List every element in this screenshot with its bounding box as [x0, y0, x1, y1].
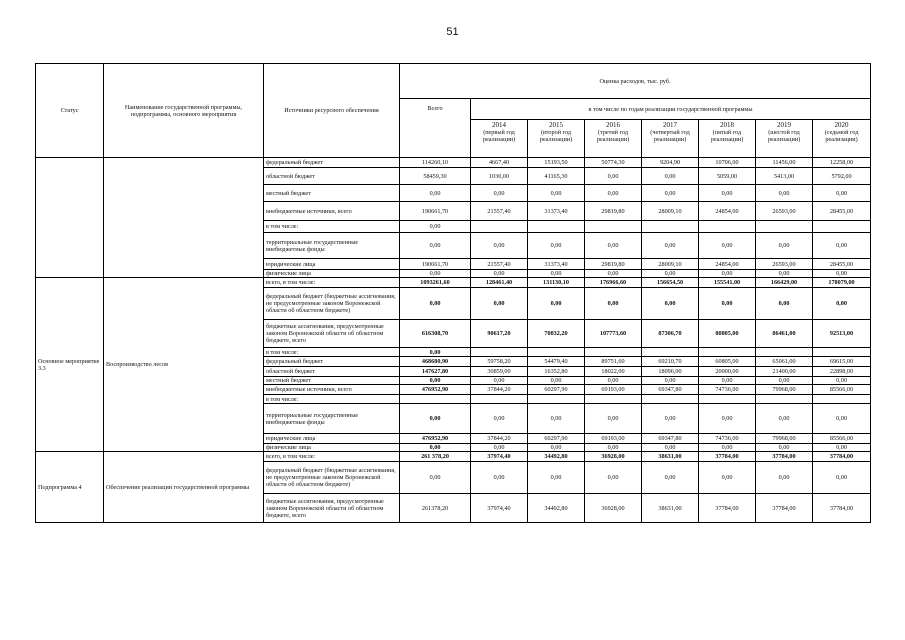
source-cell: территориальные государственные внебюджетные фонды — [264, 233, 400, 259]
year-value-cell: 69210,70 — [642, 357, 699, 367]
year-value-cell: 0,00 — [756, 462, 813, 494]
year-value-cell: 0,00 — [471, 377, 528, 385]
header-year-label: (четвертый год реализации) — [650, 129, 690, 143]
year-value-cell: 107773,60 — [585, 320, 642, 348]
year-value-cell: 16352,80 — [528, 367, 585, 377]
header-name: Наименование государственной программы, подпрограммы, основного мероприятия — [104, 64, 264, 158]
source-cell: федеральный бюджет (бюджетные ассигнования, не предусмотренные законом Воронежской области об областном бюджете) — [264, 462, 400, 494]
header-year-label: (третий год реализации) — [596, 129, 630, 143]
year-value-cell: 0,00 — [642, 404, 699, 434]
year-value-cell: 156654,50 — [642, 278, 699, 288]
year-value-cell: 0,00 — [528, 288, 585, 320]
year-value-cell: 28455,00 — [813, 259, 871, 270]
year-value-cell: 69193,00 — [585, 385, 642, 395]
year-value-cell: 0,00 — [756, 270, 813, 278]
row-status: Подпрограмма 4 — [36, 452, 104, 523]
year-value-cell — [756, 221, 813, 233]
source-cell: физические лица — [264, 444, 400, 452]
source-cell: всего, в том числе: — [264, 278, 400, 288]
total-cell: 0,00 — [400, 462, 471, 494]
year-value-cell: 54479,40 — [528, 357, 585, 367]
year-value-cell: 0,00 — [471, 462, 528, 494]
year-value-cell: 0,00 — [699, 270, 756, 278]
year-value-cell: 36928,00 — [585, 452, 642, 462]
year-value-cell — [471, 395, 528, 404]
year-value-cell: 0,00 — [642, 444, 699, 452]
year-value-cell: 0,00 — [585, 377, 642, 385]
year-value-cell: 28009,10 — [642, 202, 699, 221]
year-value-cell: 21400,00 — [756, 367, 813, 377]
header-by-years: в том числе по годам реализации государственной программы — [471, 99, 871, 120]
year-value-cell: 65061,00 — [756, 357, 813, 367]
year-value-cell: 87306,70 — [642, 320, 699, 348]
year-value-cell: 18022,00 — [585, 367, 642, 377]
year-value-cell: 0,00 — [813, 377, 871, 385]
row-status — [36, 158, 104, 278]
year-value-cell: 0,00 — [585, 288, 642, 320]
total-cell: 261378,20 — [400, 494, 471, 523]
year-value-cell: 20000,00 — [699, 367, 756, 377]
year-value-cell: 92513,00 — [813, 320, 871, 348]
header-year-2017 — [642, 120, 699, 158]
header-year-number: 2016 — [606, 121, 620, 129]
header-year-2018 — [699, 120, 756, 158]
source-cell: бюджетные ассигнования, предусмотренные законом Воронежской области об областном бюджете, всего — [264, 320, 400, 348]
header-total: Всего — [400, 99, 471, 158]
year-value-cell: 60297,90 — [528, 385, 585, 395]
year-value-cell: 37844,20 — [471, 385, 528, 395]
year-value-cell: 31373,40 — [528, 259, 585, 270]
total-cell: 0,00 — [400, 221, 471, 233]
year-value-cell: 36928,00 — [585, 494, 642, 523]
year-value-cell — [528, 221, 585, 233]
header-year-2019 — [756, 120, 813, 158]
year-value-cell — [699, 395, 756, 404]
year-value-cell: 34492,80 — [528, 452, 585, 462]
year-value-cell: 0,00 — [471, 444, 528, 452]
year-value-cell: 0,00 — [699, 288, 756, 320]
row-name: Воспроизводство лесов — [104, 278, 264, 452]
year-value-cell: 50774,30 — [585, 158, 642, 168]
budget-table — [35, 63, 871, 523]
year-value-cell: 37784,00 — [756, 494, 813, 523]
year-value-cell: 29819,80 — [585, 202, 642, 221]
source-cell: федеральный бюджет — [264, 158, 400, 168]
year-value-cell: 26593,00 — [756, 202, 813, 221]
header-year-label: (шестой год реализации) — [767, 129, 801, 143]
year-value-cell: 34492,80 — [528, 494, 585, 523]
year-value-cell: 155541,00 — [699, 278, 756, 288]
year-value-cell: 22898,00 — [813, 367, 871, 377]
year-value-cell: 0,00 — [699, 444, 756, 452]
year-value-cell: 0,00 — [813, 185, 871, 202]
year-value-cell — [813, 348, 871, 357]
year-value-cell: 0,00 — [471, 270, 528, 278]
year-value-cell: 90617,20 — [471, 320, 528, 348]
source-cell: федеральный бюджет — [264, 357, 400, 367]
year-value-cell: 0,00 — [471, 185, 528, 202]
year-value-cell: 5792,00 — [813, 168, 871, 185]
year-value-cell: 89751,60 — [585, 357, 642, 367]
year-value-cell: 37784,00 — [699, 494, 756, 523]
header-year-label: (пятый год реализации) — [710, 129, 744, 143]
table-row — [36, 158, 871, 168]
year-value-cell: 0,00 — [528, 444, 585, 452]
header-status: Статус — [36, 64, 104, 158]
year-value-cell: 0,00 — [756, 288, 813, 320]
total-cell: 114260,10 — [400, 158, 471, 168]
source-cell: всего, в том числе: — [264, 452, 400, 462]
year-value-cell: 37784,00 — [813, 494, 871, 523]
year-value-cell: 69193,00 — [585, 434, 642, 444]
year-value-cell: 0,00 — [528, 462, 585, 494]
table-row — [36, 452, 871, 462]
header-year-2014 — [471, 120, 528, 158]
year-value-cell: 69347,80 — [642, 385, 699, 395]
source-cell: областной бюджет — [264, 367, 400, 377]
total-cell: 476952,90 — [400, 434, 471, 444]
year-value-cell: 41165,30 — [528, 168, 585, 185]
year-value-cell: 37974,40 — [471, 452, 528, 462]
year-value-cell: 0,00 — [813, 462, 871, 494]
row-status: Основное мероприятие 3.3 — [36, 278, 104, 452]
year-value-cell: 85566,00 — [813, 385, 871, 395]
year-value-cell: 0,00 — [471, 404, 528, 434]
total-cell: 0,00 — [400, 185, 471, 202]
header-year-2015 — [528, 120, 585, 158]
year-value-cell: 26593,00 — [756, 259, 813, 270]
source-cell: юридические лица — [264, 434, 400, 444]
year-value-cell: 24854,00 — [699, 259, 756, 270]
table-row — [36, 278, 871, 288]
year-value-cell — [756, 348, 813, 357]
year-value-cell — [642, 221, 699, 233]
year-value-cell: 37784,00 — [699, 452, 756, 462]
year-value-cell — [642, 348, 699, 357]
year-value-cell — [699, 348, 756, 357]
header-year-label: (первый год реализации) — [482, 129, 516, 143]
year-value-cell: 74736,00 — [699, 434, 756, 444]
year-value-cell: 5413,00 — [756, 168, 813, 185]
year-value-cell: 0,00 — [642, 377, 699, 385]
year-value-cell: 0,00 — [528, 270, 585, 278]
year-value-cell: 28455,00 — [813, 202, 871, 221]
total-cell: 476952,90 — [400, 385, 471, 395]
year-value-cell: 0,00 — [642, 270, 699, 278]
year-value-cell: 166429,00 — [756, 278, 813, 288]
year-value-cell: 178079,00 — [813, 278, 871, 288]
source-cell: в том числе: — [264, 395, 400, 404]
year-value-cell: 85566,00 — [813, 434, 871, 444]
year-value-cell: 21557,40 — [471, 259, 528, 270]
year-value-cell: 38631,00 — [642, 452, 699, 462]
year-value-cell: 69615,00 — [813, 357, 871, 367]
source-cell: бюджетные ассигнования, предусмотренные законом Воронежской области об областном бюджете, всего — [264, 494, 400, 523]
year-value-cell — [585, 348, 642, 357]
year-value-cell: 79968,00 — [756, 434, 813, 444]
header-year-number: 2014 — [492, 121, 506, 129]
total-cell: 0,00 — [400, 233, 471, 259]
source-cell: внебюджетные источники, всего — [264, 202, 400, 221]
total-cell: 616308,70 — [400, 320, 471, 348]
year-value-cell: 0,00 — [528, 185, 585, 202]
year-value-cell: 0,00 — [813, 288, 871, 320]
source-cell: местный бюджет — [264, 185, 400, 202]
year-value-cell — [585, 395, 642, 404]
year-value-cell: 128461,40 — [471, 278, 528, 288]
year-value-cell: 24854,00 — [699, 202, 756, 221]
year-value-cell: 0,00 — [756, 444, 813, 452]
year-value-cell: 0,00 — [471, 233, 528, 259]
total-cell: 1093261,60 — [400, 278, 471, 288]
year-value-cell: 9204,90 — [642, 158, 699, 168]
total-cell: 0,00 — [400, 270, 471, 278]
total-cell: 0,00 — [400, 348, 471, 357]
year-value-cell: 37974,40 — [471, 494, 528, 523]
year-value-cell — [699, 221, 756, 233]
year-value-cell: 0,00 — [585, 168, 642, 185]
source-cell: в том числе: — [264, 348, 400, 357]
page-number: 51 — [446, 26, 459, 38]
year-value-cell: 28009,10 — [642, 259, 699, 270]
header-year-label: (седьмой год реализации) — [824, 129, 859, 143]
year-value-cell: 131130,10 — [528, 278, 585, 288]
year-value-cell: 30859,00 — [471, 367, 528, 377]
year-value-cell: 59758,20 — [471, 357, 528, 367]
header-year-number: 2017 — [663, 121, 677, 129]
header-year-number: 2015 — [549, 121, 563, 129]
year-value-cell: 0,00 — [585, 444, 642, 452]
year-value-cell: 0,00 — [813, 444, 871, 452]
year-value-cell: 31373,40 — [528, 202, 585, 221]
year-value-cell: 11456,00 — [756, 158, 813, 168]
year-value-cell: 0,00 — [813, 270, 871, 278]
year-value-cell: 5059,00 — [699, 168, 756, 185]
year-value-cell: 0,00 — [756, 377, 813, 385]
source-cell: областной бюджет — [264, 168, 400, 185]
year-value-cell: 0,00 — [642, 185, 699, 202]
year-value-cell: 0,00 — [699, 185, 756, 202]
year-value-cell — [756, 395, 813, 404]
year-value-cell: 60297,90 — [528, 434, 585, 444]
year-value-cell: 15193,50 — [528, 158, 585, 168]
year-value-cell: 0,00 — [699, 233, 756, 259]
year-value-cell: 38631,00 — [642, 494, 699, 523]
year-value-cell: 0,00 — [585, 404, 642, 434]
total-cell: 261 378,20 — [400, 452, 471, 462]
year-value-cell: 0,00 — [528, 233, 585, 259]
source-cell: федеральный бюджет (бюджетные ассигнования, не предусмотренные законом Воронежской области об областном бюджете) — [264, 288, 400, 320]
year-value-cell: 80805,00 — [699, 320, 756, 348]
year-value-cell: 37844,20 — [471, 434, 528, 444]
year-value-cell: 86461,00 — [756, 320, 813, 348]
header-year-number: 2019 — [777, 121, 791, 129]
year-value-cell: 37784,00 — [813, 452, 871, 462]
year-value-cell: 37784,00 — [756, 452, 813, 462]
year-value-cell — [585, 221, 642, 233]
total-cell: 0,00 — [400, 404, 471, 434]
year-value-cell: 0,00 — [642, 233, 699, 259]
year-value-cell: 0,00 — [528, 377, 585, 385]
year-value-cell: 12258,00 — [813, 158, 871, 168]
year-value-cell: 0,00 — [699, 404, 756, 434]
source-cell: юридические лица — [264, 259, 400, 270]
year-value-cell: 0,00 — [585, 462, 642, 494]
year-value-cell: 10706,00 — [699, 158, 756, 168]
year-value-cell — [471, 348, 528, 357]
source-cell: местный бюджет — [264, 377, 400, 385]
total-cell: 0,00 — [400, 444, 471, 452]
year-value-cell: 60805,00 — [699, 357, 756, 367]
year-value-cell: 176966,60 — [585, 278, 642, 288]
source-cell: территориальные государственные внебюджетные фонды — [264, 404, 400, 434]
year-value-cell — [528, 348, 585, 357]
total-cell: 58459,30 — [400, 168, 471, 185]
source-cell: в том числе: — [264, 221, 400, 233]
row-name — [104, 158, 264, 278]
year-value-cell: 29819,80 — [585, 259, 642, 270]
year-value-cell — [813, 221, 871, 233]
year-value-cell: 0,00 — [756, 185, 813, 202]
year-value-cell: 0,00 — [756, 233, 813, 259]
header-year-number: 2018 — [720, 121, 734, 129]
header-year-number: 2020 — [834, 121, 849, 129]
year-value-cell: 18096,00 — [642, 367, 699, 377]
year-value-cell: 0,00 — [528, 404, 585, 434]
total-cell — [400, 395, 471, 404]
year-value-cell — [528, 395, 585, 404]
total-cell: 190661,70 — [400, 202, 471, 221]
year-value-cell: 0,00 — [756, 404, 813, 434]
year-value-cell: 69347,80 — [642, 434, 699, 444]
year-value-cell — [642, 395, 699, 404]
year-value-cell: 0,00 — [642, 462, 699, 494]
year-value-cell: 0,00 — [642, 288, 699, 320]
year-value-cell: 0,00 — [813, 233, 871, 259]
year-value-cell: 0,00 — [642, 168, 699, 185]
header-estimate: Оценка расходов, тыс. руб. — [400, 64, 871, 99]
year-value-cell: 0,00 — [585, 185, 642, 202]
year-value-cell: 4667,40 — [471, 158, 528, 168]
total-cell: 190661,70 — [400, 259, 471, 270]
total-cell: 468680,90 — [400, 357, 471, 367]
year-value-cell: 0,00 — [813, 404, 871, 434]
year-value-cell: 0,00 — [585, 270, 642, 278]
year-value-cell: 74736,00 — [699, 385, 756, 395]
header-year-label: (второй год реализации) — [539, 129, 573, 143]
header-sources: Источники ресурсного обеспечения — [264, 64, 400, 158]
year-value-cell: 0,00 — [699, 462, 756, 494]
year-value-cell: 0,00 — [585, 233, 642, 259]
year-value-cell: 79968,00 — [756, 385, 813, 395]
row-name: Обеспечение реализации государственной программы — [104, 452, 264, 523]
source-cell: внебюджетные источники, всего — [264, 385, 400, 395]
year-value-cell: 1030,00 — [471, 168, 528, 185]
year-value-cell: 21557,40 — [471, 202, 528, 221]
source-cell: физические лица — [264, 270, 400, 278]
year-value-cell: 70832,20 — [528, 320, 585, 348]
total-cell: 147627,80 — [400, 367, 471, 377]
year-value-cell — [813, 395, 871, 404]
header-year-2016 — [585, 120, 642, 158]
header-year-2020 — [813, 120, 871, 158]
year-value-cell: 0,00 — [471, 288, 528, 320]
total-cell: 0,00 — [400, 288, 471, 320]
year-value-cell: 0,00 — [699, 377, 756, 385]
total-cell: 0,00 — [400, 377, 471, 385]
year-value-cell — [471, 221, 528, 233]
